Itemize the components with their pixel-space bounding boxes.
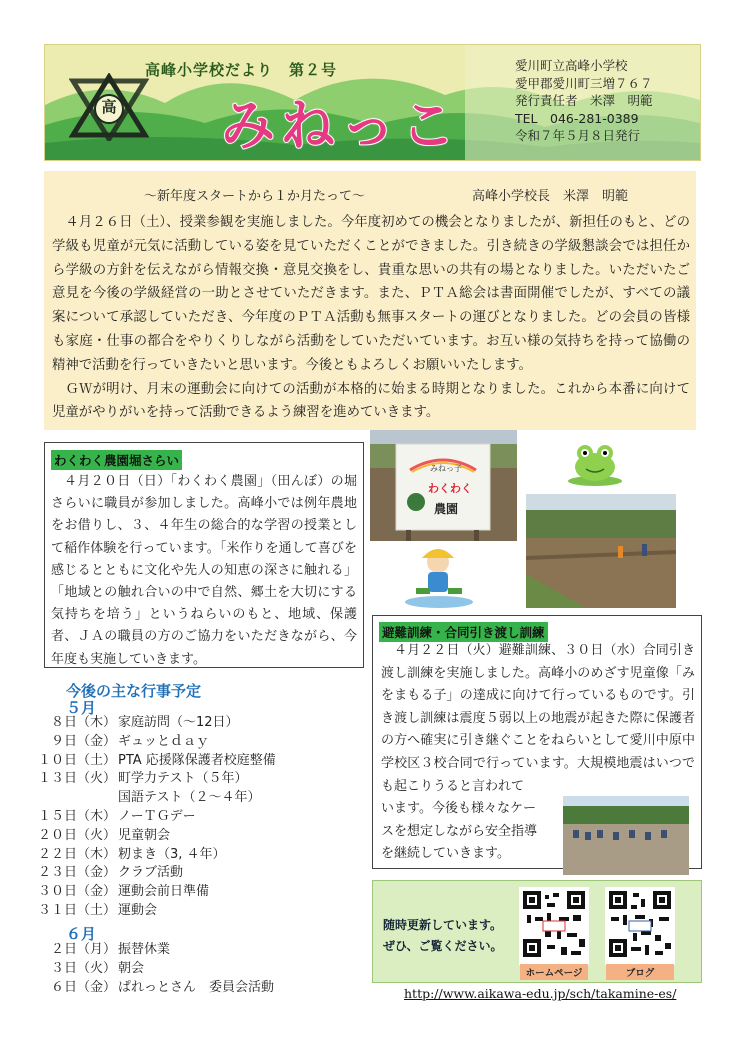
homepage-qr-code[interactable]	[519, 887, 589, 965]
schedule-item	[36, 808, 276, 827]
schedule-event: ノーＴＧデー	[118, 808, 196, 824]
schedule-date: ２３日（金）	[37, 865, 116, 881]
sign-text-middle: わくわく	[428, 482, 472, 495]
schedule-item	[36, 864, 276, 883]
schedule-june-label: ６月	[66, 925, 97, 943]
newsletter-header	[44, 44, 701, 161]
farm-article-title: わくわく農園堀さらい	[51, 450, 182, 470]
schedule-date: １５日（木）	[37, 808, 116, 824]
ditch-cleaning-photo	[526, 494, 676, 608]
schedule-date: １３日（火）	[37, 771, 116, 787]
schedule-may-label: ５月	[66, 699, 97, 717]
schedule-date: ２２日（木）	[37, 846, 116, 862]
evacuation-drill-photo	[563, 796, 689, 875]
qr-code-box	[372, 880, 702, 983]
principal-subtitle: ～新年度スタートから１か月たって～	[144, 189, 366, 204]
schedule-june-list	[36, 941, 274, 997]
principal-paragraph: ４月２６日（土）、授業参観を実施しました。今年度初めての機会となりましたが、新担任のもと、どの学級も児童が元気に活動している姿を見ていただくことができました。引き続きの学級懇談会では担任から学級の方針を伝えながら情報交換・意見交換をし、貴重な思いの共有の場となりました。いただいたご意見を今後の学級経営の一助とさせていただきます。また、ＰＴＡ総会は書面開催でしたが、すべての議案について承認していただき、今年度のＰＴＡ活動も無事スタートの運びとなりました。どの会員の皆様も家庭・仕事の都合をやりくりしながら活動をしていただいています。お互い様の気持ちを持って協働の精神で活動を行っていきたいと思います。今後ともよろしくお願いいたします。	[52, 215, 690, 373]
sign-text-bottom: 農園	[434, 502, 459, 516]
schedule-date: ３日（火）	[50, 960, 116, 976]
schedule-event: 運動会	[118, 902, 158, 918]
schedule-item	[36, 789, 276, 808]
evac-tail-line: います。今後も様々なケー	[381, 801, 536, 817]
schedule-event: クラブ活動	[118, 865, 184, 881]
evacuation-article	[372, 615, 702, 869]
frog-illustration-icon	[566, 441, 624, 487]
farm-paragraph: ４月２０日（日）「わくわく農園」（田んぼ）の堀さらいに職員が参加しました。高峰小では例年農地をお借りし、３、４年生の総合的な学習の授業として稲作体験を行っています。「米作りを通して喜びを感じるとともに文化や先人の知恵の深さに触れる」「地域との触れ合いの中で自然、郷土を大切にする気持ちを培う」というねらいのもと、地域、保護者、ＪＡの職員の方のご協力をいただきながら、今年度も実施していきます。	[51, 474, 357, 667]
qr-message	[383, 915, 503, 957]
evac-tail-line: スを想定しながら安全指導	[381, 823, 538, 839]
schedule-event: 町学力テスト（５年）	[118, 771, 248, 787]
schedule-may-list	[36, 714, 276, 921]
schedule-date: ２０日（火）	[37, 827, 116, 843]
schedule-item	[36, 883, 276, 902]
schedule-item	[36, 733, 276, 752]
newsletter-subtitle: 高峰小学校だより 第２号	[145, 61, 338, 79]
schedule-date: ３０日（金）	[37, 884, 116, 900]
schedule-item	[36, 846, 276, 865]
schedule-date: ２日（月）	[50, 942, 116, 957]
schedule-event: 朝会	[118, 960, 145, 976]
principal-author: 高峰小学校長 米澤 明範	[472, 189, 629, 204]
schedule-item	[36, 960, 274, 979]
farm-sign-photo	[370, 430, 517, 541]
qr-message-line: 随時更新しています。	[383, 918, 503, 932]
evacuation-article-title: 避難訓練・合同引き渡し訓練	[379, 622, 548, 642]
farm-title-wrap	[51, 450, 182, 470]
evac-tail-line: を継続していきます。	[381, 846, 510, 862]
farm-article-body	[51, 471, 357, 671]
evac-paragraph: ４月２２日（火）避難訓練、３０日（水）合同引き渡し訓練を実施しました。高峰小のめざす児童像「みをまもる子」の達成に向けて行っているものです。引き渡し訓練は震度５弱以上の地震が起きた際に保護者の方へ確実に引き継ぐことをねらいとして愛川中原中学校区３校合同で行っています。大規模地震はいつでも起こりうると言われて	[381, 643, 695, 794]
blog-label: ブログ	[606, 964, 674, 980]
schedule-event: 籾まき（3, ４年）	[118, 846, 226, 862]
qr-code-icon	[605, 887, 675, 965]
schedule-date: １０日（土）	[37, 752, 116, 768]
schedule-date: ９日（金）	[50, 733, 116, 749]
schedule-event: 児童朝会	[118, 827, 171, 843]
principal-paragraph: ＧＷが明け、月末の運動会に向けての活動が本格的に始まる時期となりました。これから本番に向けて児童がやりがいを持って活動できるよう練習を進めていきます。	[52, 381, 690, 421]
school-name: 愛川町立高峰小学校	[515, 58, 628, 73]
homepage-label: ホームページ	[520, 964, 588, 980]
schedule-item	[36, 827, 276, 846]
schedule-title: 今後の主な行事予定	[66, 682, 202, 700]
schedule-event: 家庭訪問（～12日）	[118, 715, 239, 730]
schedule-date: ３１日（土）	[37, 902, 116, 918]
schedule-item	[36, 770, 276, 789]
schedule-event: 運動会前日準備	[118, 884, 210, 900]
newsletter-masthead: みねっこ	[221, 94, 461, 157]
schedule-item	[36, 941, 274, 960]
school-tel: TEL 046-281-0389	[515, 110, 639, 126]
qr-message-line: ぜひ、ご覧ください。	[383, 939, 503, 953]
schedule-item	[36, 902, 276, 921]
schedule-event: ギュッとｄａｙ	[118, 733, 210, 749]
schedule-event: ぱれっとさん 委員会活動	[118, 979, 275, 995]
principal-message	[44, 171, 696, 430]
publisher: 発行責任者 米澤 明範	[515, 93, 653, 108]
schedule-item	[36, 714, 276, 733]
farm-article	[44, 442, 364, 668]
evac-title-wrap	[379, 622, 548, 642]
school-website-link[interactable]: http://www.aikawa-edu.jp/sch/takamine-es/	[404, 986, 677, 1001]
schedule-date: ８日（木）	[50, 715, 116, 730]
child-farming-illustration-icon	[402, 540, 476, 608]
schedule-event: PTA 応援隊保護者校庭整備	[118, 752, 276, 768]
blog-qr-code[interactable]	[605, 887, 675, 965]
schedule-item	[36, 979, 274, 998]
sign-text-top: みねっ子	[430, 464, 462, 473]
schedule-item	[36, 752, 276, 771]
school-address: 愛甲郡愛川町三増７６７	[515, 75, 653, 91]
qr-code-icon	[519, 887, 589, 965]
school-info	[515, 57, 653, 145]
schedule-event: 国語テスト（２～４年）	[118, 790, 261, 806]
issue-date: 令和７年５月８日発行	[515, 128, 641, 143]
principal-body	[52, 211, 690, 425]
schedule-event: 振替休業	[118, 942, 171, 957]
school-emblem-char: 高	[101, 98, 117, 116]
schedule-date: ６日（金）	[50, 979, 116, 995]
